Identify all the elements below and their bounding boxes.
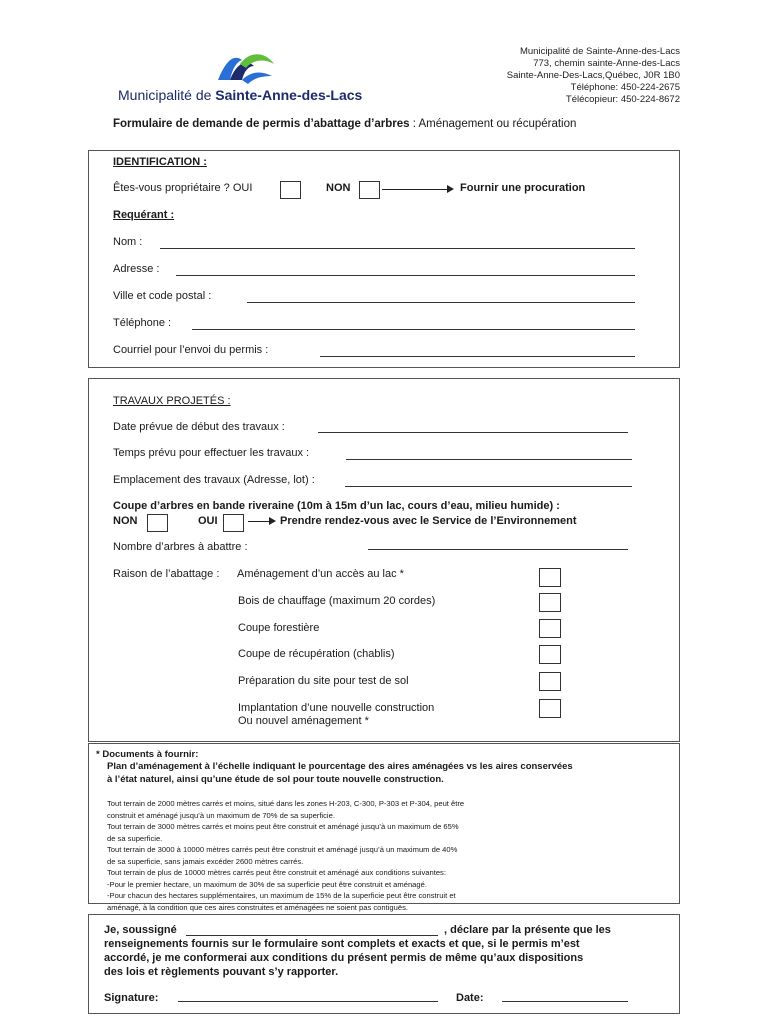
arrow-icon <box>382 189 452 190</box>
owner-yes-checkbox[interactable] <box>280 181 301 199</box>
signature-field[interactable] <box>178 1001 438 1002</box>
reason-forestry: Coupe forestière <box>238 622 320 634</box>
reason-lake-access-checkbox[interactable] <box>539 568 561 587</box>
owner-no-checkbox[interactable] <box>359 181 380 199</box>
identification-heading: IDENTIFICATION : <box>113 156 207 168</box>
city-postal-label: Ville et code postal : <box>113 290 212 302</box>
reason-soil-test: Préparation du site pour test de sol <box>238 675 409 687</box>
riveraine-yes-checkbox[interactable] <box>223 514 244 532</box>
location-field[interactable] <box>345 486 632 487</box>
reason-construction-line2: Ou nouvel aménagement * <box>238 715 369 727</box>
signature-label: Signature: <box>104 992 159 1004</box>
reason-firewood: Bois de chauffage (maximum 20 cordes) <box>238 595 436 607</box>
tree-count-field[interactable] <box>368 549 628 550</box>
riveraine-no-checkbox[interactable] <box>147 514 168 532</box>
reason-salvage-checkbox[interactable] <box>539 645 561 664</box>
declarant-name-field[interactable] <box>186 935 438 936</box>
declaration-text: renseignements fournis sur le formulaire sont complets et exacts et que, si le permis m’est accordé, je me conformerai aux conditions du présent permis de même qu’aux dispositions des lois et règlements pouvant s’y rapporter. <box>104 938 584 978</box>
documents-heading: * Documents à fournir: <box>96 749 199 760</box>
form-title: Formulaire de demande de permis d’abattage d’arbres : Aménagement ou récupération <box>113 118 577 130</box>
arrow-icon <box>248 521 274 522</box>
tree-count-label: Nombre d’arbres à abattre : <box>113 541 248 553</box>
phone-field[interactable] <box>192 329 635 330</box>
email-label: Courriel pour l’envoi du permis : <box>113 344 269 356</box>
documents-plan: Plan d’aménagement à l’échelle indiquant le pourcentage des aires aménagées vs les aires conservées à l’état naturel, ainsi qu’une étude de sol pour toute nouvelle construction. <box>107 761 573 785</box>
reason-salvage: Coupe de récupération (chablis) <box>238 648 395 660</box>
owner-no-label: NON <box>326 182 351 194</box>
address-field[interactable] <box>176 275 635 276</box>
reason-construction-checkbox[interactable] <box>539 699 561 718</box>
rendezvous-note: Prendre rendez-vous avec le Service de l’Environnement <box>280 515 577 527</box>
duration-label: Temps prévu pour effectuer les travaux : <box>113 447 310 459</box>
date-field[interactable] <box>502 1001 628 1002</box>
start-date-label: Date prévue de début des travaux : <box>113 421 285 433</box>
requerant-heading: Requérant : <box>113 209 175 221</box>
travaux-heading: TRAVAUX PROJETÉS : <box>113 395 231 407</box>
procuration-note: Fournir une procuration <box>460 182 586 194</box>
municipality-name: Municipalité de Sainte-Anne-des-Lacs <box>118 87 363 103</box>
start-date-field[interactable] <box>318 432 628 433</box>
municipality-logo <box>216 50 276 90</box>
reason-soil-test-checkbox[interactable] <box>539 672 561 691</box>
address-label: Adresse : <box>113 263 160 275</box>
reason-construction: Implantation d’une nouvelle construction <box>238 702 435 714</box>
owner-question: Êtes-vous propriétaire ? OUI <box>113 182 253 194</box>
name-field[interactable] <box>160 248 635 249</box>
phone-label: Téléphone : <box>113 317 172 329</box>
city-postal-field[interactable] <box>247 302 635 303</box>
riveraine-yes-label: OUI <box>198 515 218 527</box>
riveraine-no-label: NON <box>113 515 138 527</box>
location-label: Emplacement des travaux (Adresse, lot) : <box>113 474 315 486</box>
date-label: Date: <box>456 992 484 1004</box>
riveraine-question: Coupe d’arbres en bande riveraine (10m à 15m d’un lac, cours d’eau, milieu humide) : <box>113 500 560 512</box>
declaration-end: , déclare par la présente que les <box>444 924 611 936</box>
duration-field[interactable] <box>346 459 632 460</box>
name-label: Nom : <box>113 236 143 248</box>
declaration-start: Je, soussigné <box>104 924 177 936</box>
reason-lake-access: Aménagement d’un accès au lac * <box>237 568 404 580</box>
reason-forestry-checkbox[interactable] <box>539 619 561 638</box>
reason-label: Raison de l’abattage : <box>113 568 220 580</box>
municipality-address: Municipalité de Sainte-Anne-des-Lacs 773, chemin sainte-Anne-des-Lacs Sainte-Anne-Des-Lacs,Québec, J0R 1B0 Téléphone: 450-224-2675 Télécopieur: 450-224-8672 <box>506 46 680 105</box>
email-field[interactable] <box>320 356 635 357</box>
reason-firewood-checkbox[interactable] <box>539 593 561 612</box>
documents-rules: Tout terrain de 2000 mètres carrés et moins, situé dans les zones H-203, C-300, P-303 et P-304, peut être construit et aménagé jusqu’à un maximum de 70% de sa superficie. Tout terrain de 3000 mètres carrés et moins peut être construit et aménagé jusqu’à un maximum de 65% de sa superficie. Tout terrain de 3000 à 10000 mètres carrés peut être construit et aménagé jusqu’à un maximum de 40% de sa superficie, sans jamais excéder 2600 mètres carrés. Tout terrain de plus de 10000 mètres carrés peut être construit et aménagé aux conditions suivantes: -Pour le premier hectare, un maximum de 30% de sa superficie peut être construit et aménagé. -Pour chacun des hectares supplémentaires, un maximum de 15% de la superficie peut être construit et aménagé, à la condition que ces aires construites et aménagées ne soient pas contiguës. <box>107 799 465 912</box>
